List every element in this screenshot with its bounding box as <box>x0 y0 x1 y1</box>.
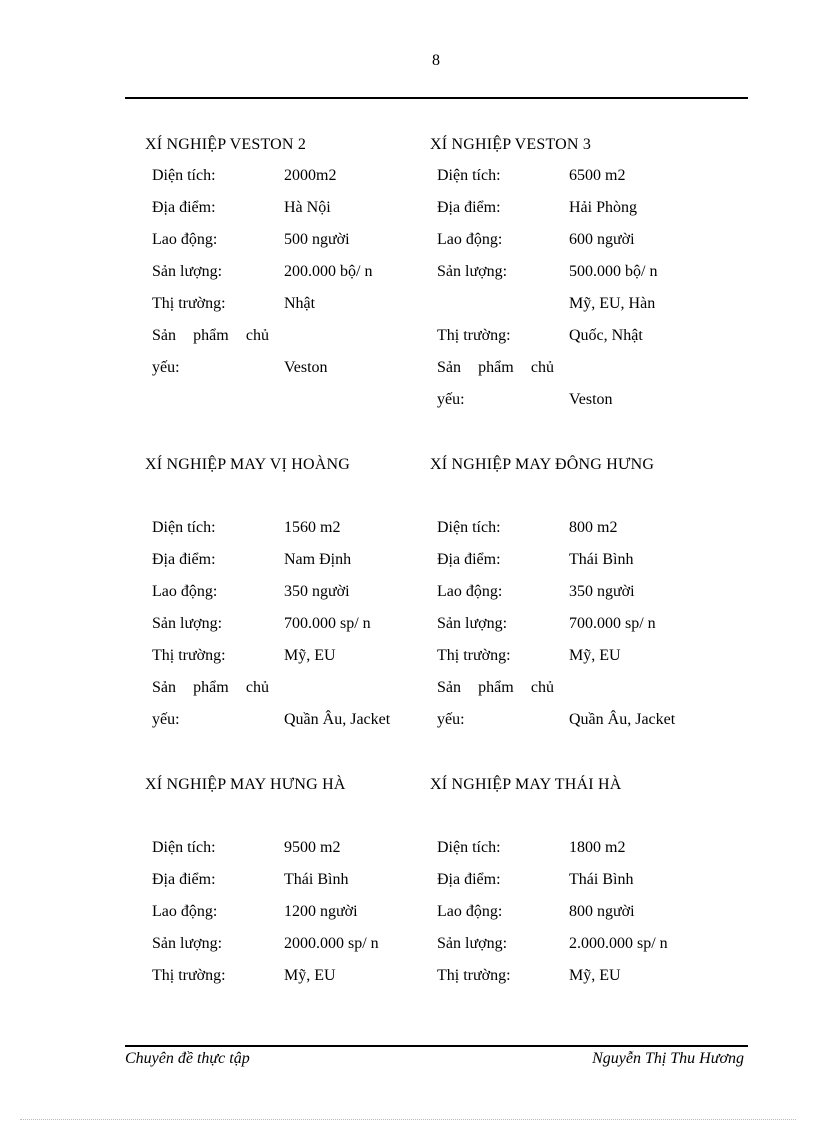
field-label: yếu: <box>152 359 180 376</box>
field-value: 2000.000 sp/ n <box>284 935 379 952</box>
field-label: Sản lượng: <box>152 615 223 632</box>
field-label: Diện tích: <box>152 839 216 856</box>
field-value: Veston <box>569 391 613 408</box>
field-label <box>152 324 269 348</box>
field-label-text: Sản phẩm chủ <box>152 679 269 696</box>
field-label: Địa điểm: <box>152 199 216 216</box>
field-label: Sản lượng: <box>437 935 508 952</box>
field-label: Sản lượng: <box>152 263 223 280</box>
footer-right-text: Nguyễn Thị Thu Hương <box>592 1050 744 1067</box>
field-label-text: Sản phẩm chủ <box>437 359 554 376</box>
field-value: Hải Phòng <box>569 199 637 216</box>
field-value: 2000m2 <box>284 167 337 184</box>
field-value: 1560 m2 <box>284 519 341 536</box>
field-value: 800 người <box>569 903 635 920</box>
field-value: 1200 người <box>284 903 358 920</box>
field-value: 500.000 bộ/ n <box>569 263 658 280</box>
field-value: 500 người <box>284 231 350 248</box>
field-label: Lao động: <box>152 583 218 600</box>
field-value: Quần Âu, Jacket <box>569 711 676 728</box>
field-label: Lao động: <box>152 231 218 248</box>
field-label: Sản lượng: <box>437 263 508 280</box>
field-label: Lao động: <box>437 231 503 248</box>
page-bottom-border <box>20 1119 796 1120</box>
field-label: Diện tích: <box>437 519 501 536</box>
field-label: Diện tích: <box>437 839 501 856</box>
field-label: Lao động: <box>437 583 503 600</box>
field-value: Veston <box>284 359 328 376</box>
field-value: Mỹ, EU <box>569 967 621 984</box>
field-label: Diện tích: <box>152 167 216 184</box>
field-value: 600 người <box>569 231 635 248</box>
footer-rule <box>125 1045 748 1047</box>
section-title: XÍ NGHIỆP MAY HƯNG HÀ <box>145 776 346 793</box>
field-label: Diện tích: <box>152 519 216 536</box>
field-label: Địa điểm: <box>152 871 216 888</box>
field-label: yếu: <box>152 711 180 728</box>
section-title: XÍ NGHIỆP MAY THÁI HÀ <box>430 776 622 793</box>
field-label <box>152 676 269 700</box>
field-value: Quốc, Nhật <box>569 327 643 344</box>
field-label: Địa điểm: <box>152 551 216 568</box>
field-value: 9500 m2 <box>284 839 341 856</box>
field-label: Sản lượng: <box>152 935 223 952</box>
field-value: Mỹ, EU <box>284 967 336 984</box>
field-label: Thị trường: <box>437 327 511 344</box>
field-label: yếu: <box>437 711 465 728</box>
field-value: 6500 m2 <box>569 167 626 184</box>
field-value: Hà Nội <box>284 199 331 216</box>
field-label: Diện tích: <box>437 167 501 184</box>
footer-left-text: Chuyên đề thực tập <box>125 1050 250 1067</box>
section-title: XÍ NGHIỆP VESTON 3 <box>430 136 592 153</box>
field-value: 350 người <box>569 583 635 600</box>
field-value: 700.000 sp/ n <box>284 615 371 632</box>
field-value: Mỹ, EU <box>569 647 621 664</box>
field-value: Thái Bình <box>284 871 349 888</box>
field-label: Địa điểm: <box>437 551 501 568</box>
field-value: Mỹ, EU, Hàn <box>569 295 656 312</box>
field-value: Mỹ, EU <box>284 647 336 664</box>
field-label: Lao động: <box>152 903 218 920</box>
field-value: 350 người <box>284 583 350 600</box>
field-value: 1800 m2 <box>569 839 626 856</box>
field-value: Thái Bình <box>569 551 634 568</box>
field-label-text: Sản phẩm chủ <box>152 327 269 344</box>
field-value: 700.000 sp/ n <box>569 615 656 632</box>
section-title: XÍ NGHIỆP MAY ĐÔNG HƯNG <box>430 456 655 473</box>
section-title: XÍ NGHIỆP MAY VỊ HOÀNG <box>145 456 350 473</box>
field-label: Thị trường: <box>152 295 226 312</box>
field-label: Lao động: <box>437 903 503 920</box>
section-title: XÍ NGHIỆP VESTON 2 <box>145 136 307 153</box>
field-value: 200.000 bộ/ n <box>284 263 373 280</box>
field-value: Nhật <box>284 295 316 312</box>
field-label <box>437 356 554 380</box>
field-label: Thị trường: <box>437 967 511 984</box>
field-label: Sản lượng: <box>437 615 508 632</box>
field-label: Địa điểm: <box>437 199 501 216</box>
page-number: 8 <box>432 52 440 69</box>
field-label: Thị trường: <box>152 647 226 664</box>
field-value: 800 m2 <box>569 519 618 536</box>
field-label-text: Sản phẩm chủ <box>437 679 554 696</box>
field-label: Thị trường: <box>152 967 226 984</box>
header-rule <box>125 97 748 99</box>
field-label: yếu: <box>437 391 465 408</box>
field-label: Địa điểm: <box>437 871 501 888</box>
field-value: Nam Định <box>284 551 352 568</box>
field-value: Thái Bình <box>569 871 634 888</box>
field-value: 2.000.000 sp/ n <box>569 935 668 952</box>
field-value: Quần Âu, Jacket <box>284 711 391 728</box>
field-label <box>437 676 554 700</box>
field-label: Thị trường: <box>437 647 511 664</box>
